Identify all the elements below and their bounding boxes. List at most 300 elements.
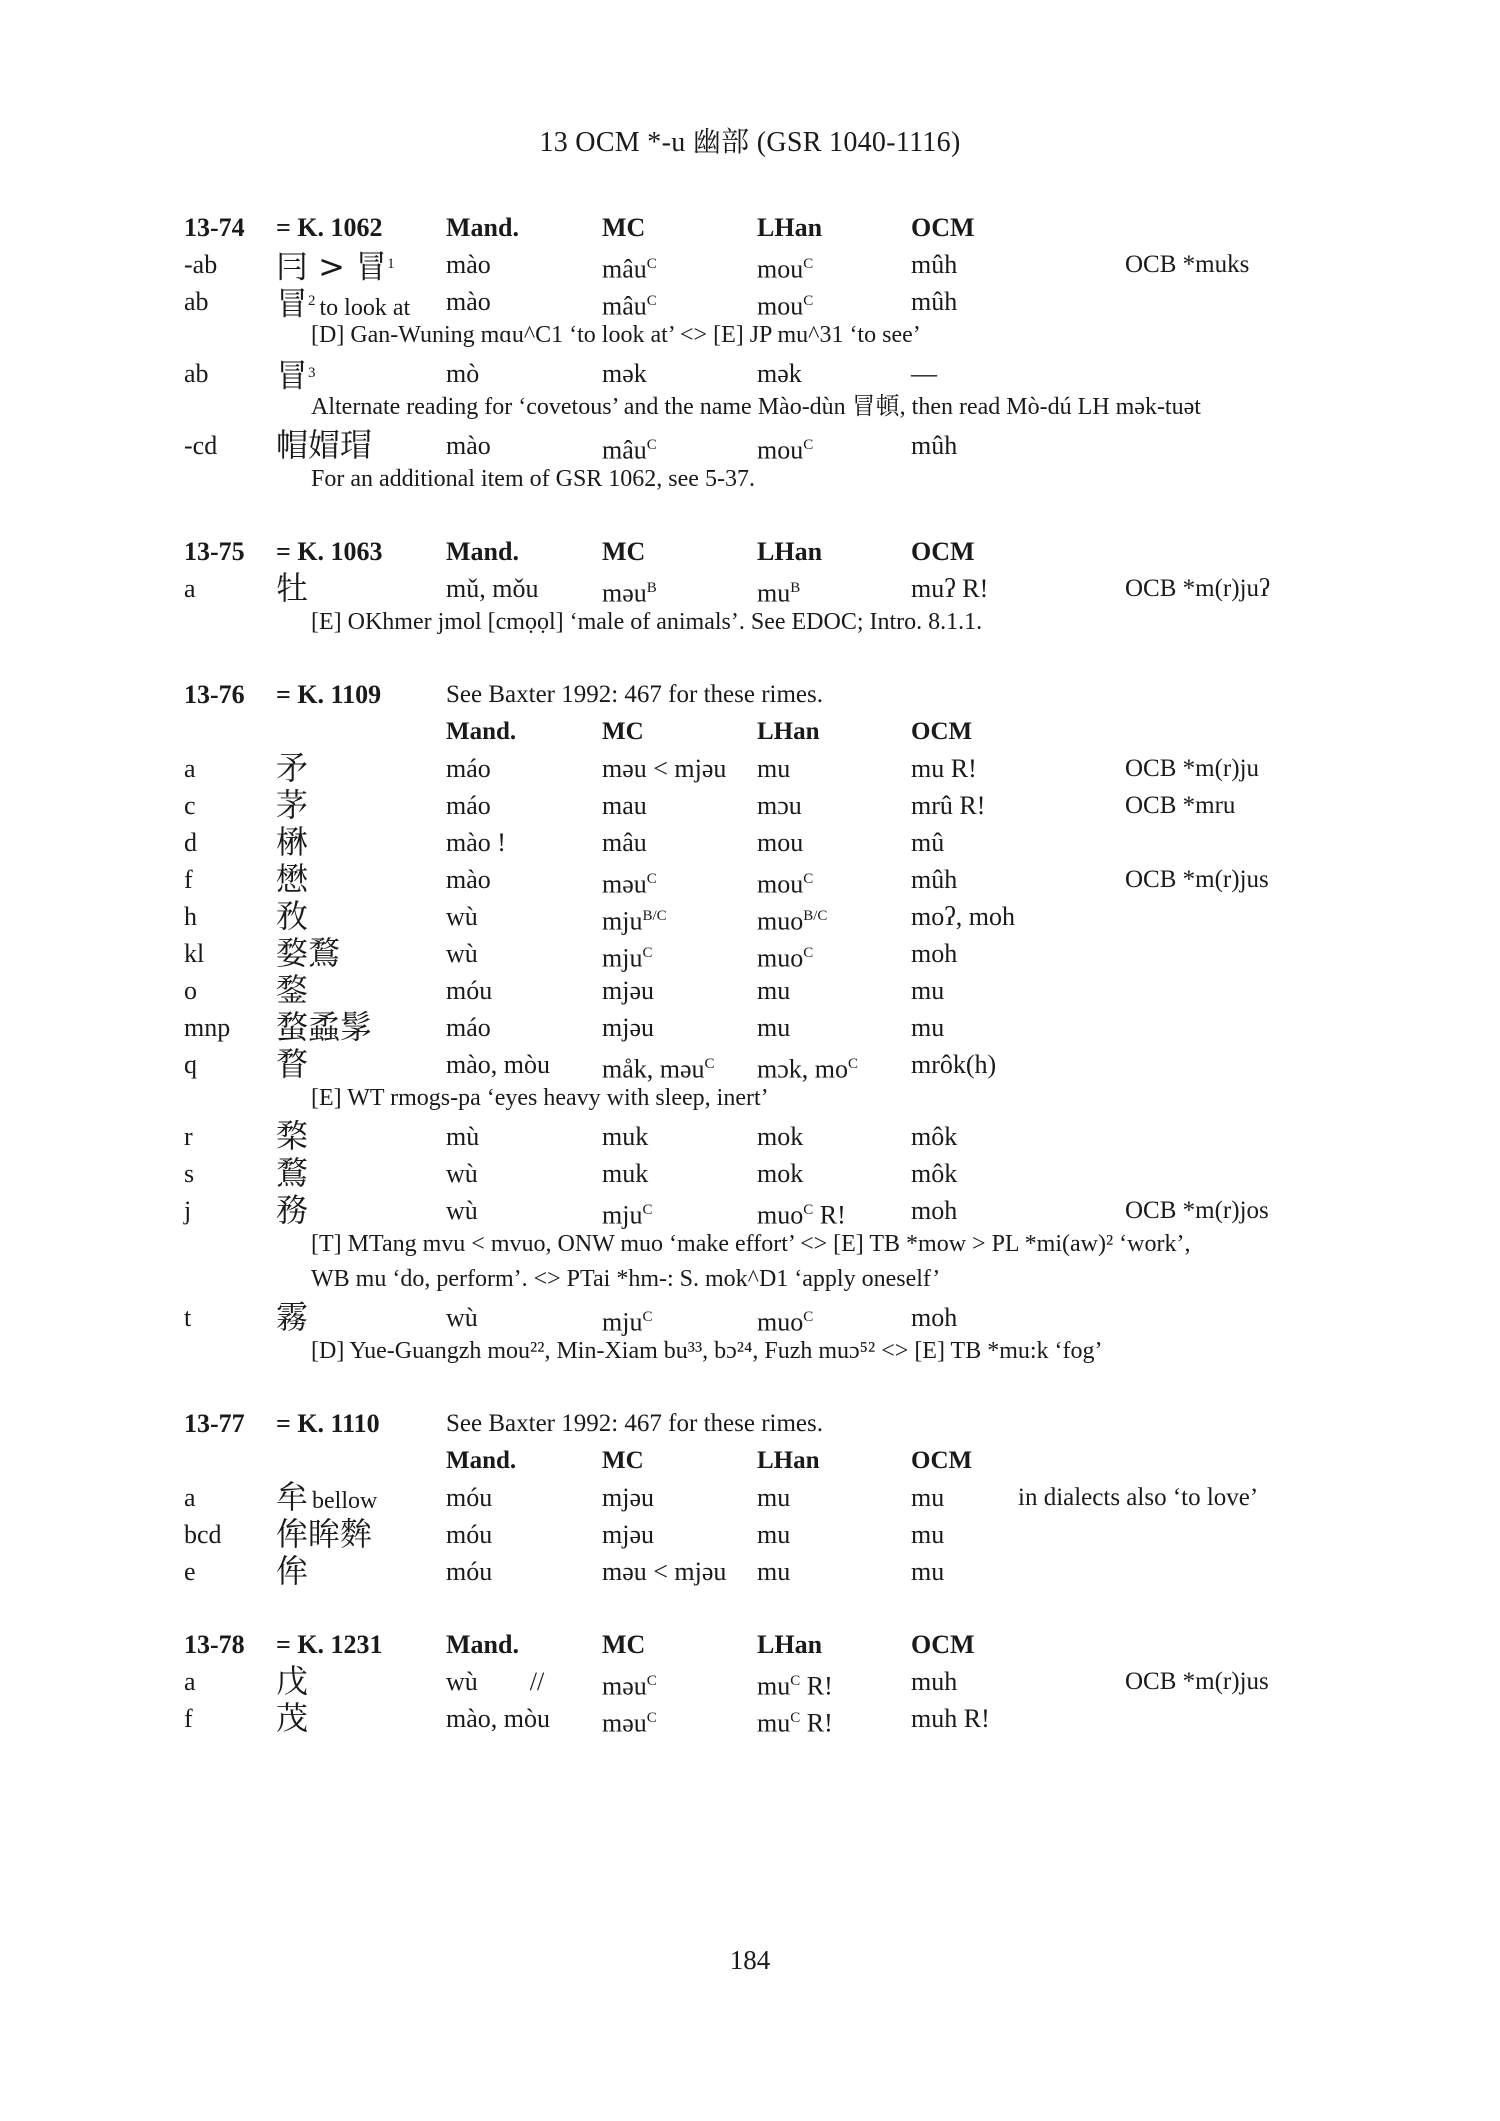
graph-cell (276, 1700, 308, 1739)
later-han (757, 1046, 858, 1088)
chinese-graph: 鶩 (276, 1154, 309, 1192)
graph-cell (276, 935, 340, 974)
later-han-superscript: C (803, 256, 814, 272)
entry-comment: [E] OKhmer jmol [cmọọl] ‘male of animals’. See EDOC; Intro. 8.1.1. (311, 609, 983, 635)
middle-chinese-superscript: C (646, 256, 657, 272)
later-han-text: mu (757, 1708, 791, 1738)
old-chinese-minimal: mûh (911, 431, 958, 460)
mandarin-reading: wù (446, 939, 478, 968)
table-row (184, 861, 1344, 898)
middle-chinese (602, 570, 657, 612)
entry-header (184, 1405, 1344, 1442)
table-row (184, 1299, 1344, 1336)
item-id: e (184, 1557, 196, 1586)
later-han (757, 972, 790, 1009)
table-row (184, 750, 1344, 787)
col-mand: Mand. (446, 718, 517, 745)
later-han-tail: R! (800, 1708, 833, 1738)
middle-chinese (602, 935, 652, 977)
chinese-graph: 冃 > 冒 (276, 247, 388, 286)
old-chinese-minimal: mu R! (911, 754, 977, 783)
column-headers (184, 1442, 1344, 1479)
entry-13-78 (184, 1626, 1344, 1737)
later-han (757, 1299, 813, 1341)
middle-chinese-text: muk (602, 1122, 649, 1151)
table-row (184, 1553, 1344, 1590)
row-note: OCB *mru (1125, 792, 1236, 819)
later-han-text: mou (757, 828, 804, 857)
middle-chinese-superscript: C (646, 1673, 657, 1689)
old-chinese-minimal: mrû R! (911, 791, 986, 820)
table-row (184, 972, 1344, 1009)
later-han (757, 824, 803, 861)
item-id: f (184, 865, 193, 894)
graph-cell (276, 1155, 308, 1194)
page-number: 184 (729, 1945, 771, 1975)
middle-chinese-superscript: C (646, 437, 657, 453)
entry-number: 13-75 (184, 537, 245, 566)
middle-chinese-text: məu (602, 869, 647, 899)
middle-chinese-text: mju (602, 1307, 643, 1337)
middle-chinese (602, 861, 657, 903)
entry-number: 13-74 (184, 213, 245, 242)
old-chinese-minimal: moh (911, 939, 958, 968)
middle-chinese-text: mau (602, 791, 647, 820)
middle-chinese-text: məu (602, 578, 647, 608)
middle-chinese (602, 750, 726, 787)
col-lhan: LHan (757, 1447, 820, 1474)
later-han (757, 1155, 803, 1192)
chinese-graph: 戊 (276, 1662, 309, 1700)
later-han-text: mou (757, 435, 804, 465)
gsr-reference: = K. 1063 (276, 537, 383, 566)
entry-number: 13-76 (184, 680, 245, 709)
entry-header (184, 209, 1344, 246)
chinese-graph: 務 (276, 1191, 309, 1229)
middle-chinese (602, 355, 647, 392)
graph-cell (276, 427, 372, 466)
middle-chinese-superscript: C (646, 871, 657, 887)
row-note: OCB *m(r)jus (1125, 1668, 1269, 1695)
mandarin-reading: mǔ, mǒu (446, 574, 539, 603)
item-id: -ab (184, 250, 218, 279)
item-id: h (184, 902, 197, 931)
later-han (757, 570, 800, 612)
col-ocm: OCM (911, 537, 975, 566)
middle-chinese (602, 1118, 648, 1155)
mandarin-reading: máo (446, 1013, 491, 1042)
old-chinese-minimal: mu (911, 1520, 945, 1549)
middle-chinese (602, 1046, 715, 1088)
table-row (184, 1046, 1344, 1083)
middle-chinese-superscript: C (646, 293, 657, 309)
later-han-text: muo (757, 906, 804, 936)
later-han-tail: R! (800, 1671, 833, 1701)
mandarin-reading: móu (446, 1520, 493, 1549)
graph-cell (276, 1192, 308, 1231)
chinese-graph: 瞀 (276, 1045, 309, 1083)
mandarin-reading: mào ! (446, 828, 506, 857)
graph-cell (276, 1046, 308, 1085)
later-han (757, 355, 802, 392)
old-chinese-minimal: moh (911, 1196, 958, 1225)
middle-chinese (602, 1299, 652, 1341)
middle-chinese-text: måk, məu (602, 1054, 705, 1084)
col-ocm: OCM (911, 1447, 973, 1474)
later-han-text: muo (757, 1200, 804, 1230)
later-han-text: mou (757, 254, 804, 284)
table-row (184, 570, 1344, 607)
old-chinese-minimal: muh (911, 1667, 958, 1696)
row-note: OCB *m(r)jos (1125, 1197, 1269, 1224)
middle-chinese (602, 898, 667, 940)
later-han-text: muo (757, 943, 804, 973)
later-han (757, 1516, 790, 1553)
middle-chinese-text: muk (602, 1159, 649, 1188)
item-id: kl (184, 939, 205, 968)
row-note: OCB *m(r)jus (1125, 866, 1269, 893)
col-ocm: OCM (911, 213, 975, 242)
later-han-superscript: C (790, 1710, 801, 1726)
graph-cell (276, 1009, 372, 1048)
later-han (757, 1192, 846, 1234)
graph-gloss: to look at (319, 294, 411, 321)
entries-container (184, 209, 1344, 1773)
entry-header (184, 676, 1344, 713)
later-han-text: mok (757, 1122, 804, 1151)
gsr-reference: = K. 1110 (276, 1409, 380, 1438)
chinese-graph: 茅 (276, 786, 309, 824)
middle-chinese-superscript: B/C (642, 908, 667, 924)
later-han-superscript: C (790, 1673, 801, 1689)
middle-chinese-text: mək (602, 359, 647, 388)
graph-cell (276, 1553, 308, 1592)
gsr-reference: = K. 1231 (276, 1630, 383, 1659)
table-row (184, 1009, 1344, 1046)
item-id: ab (184, 359, 209, 388)
old-chinese-minimal: mûh (911, 250, 958, 279)
later-han-superscript: C (803, 1309, 814, 1325)
table-row (184, 824, 1344, 861)
table-row (184, 355, 1344, 395)
later-han (757, 1700, 833, 1742)
item-id: r (184, 1122, 193, 1151)
graph-cell (276, 824, 308, 863)
later-han (757, 935, 813, 977)
col-mand: Mand. (446, 213, 519, 242)
middle-chinese (602, 1663, 657, 1705)
later-han-text: mou (757, 291, 804, 321)
old-chinese-minimal: moh (911, 1303, 958, 1332)
later-han-superscript: C (803, 293, 814, 309)
entry-number: 13-78 (184, 1630, 245, 1659)
graph-cell (276, 750, 308, 789)
graph-cell (276, 1118, 308, 1157)
mandarin-reading: mào (446, 865, 491, 894)
later-han-text: mu (757, 754, 791, 783)
entry-13-76 (184, 676, 1344, 1369)
middle-chinese-text: mâu (602, 828, 647, 857)
chinese-graph: 楘 (276, 1117, 309, 1155)
mandarin-reading: mào, mòu (446, 1050, 550, 1079)
graph-cell (276, 1479, 377, 1520)
item-id: s (184, 1159, 195, 1188)
middle-chinese-text: mjəu (602, 976, 654, 1005)
mandarin-reading: wù (446, 1196, 478, 1225)
middle-chinese (602, 1192, 652, 1234)
entry-13-75 (184, 533, 1344, 640)
graph-cell (276, 246, 395, 288)
graph-cell (276, 972, 308, 1011)
gsr-reference: = K. 1062 (276, 213, 383, 242)
chinese-graph: 霧 (276, 1298, 309, 1336)
later-han (757, 1118, 803, 1155)
mandarin-reading: mò (446, 359, 480, 388)
later-han (757, 1479, 790, 1516)
middle-chinese-text: mjəu (602, 1520, 654, 1549)
chinese-graph: 冒 (276, 284, 309, 323)
item-id: mnp (184, 1013, 231, 1042)
middle-chinese-text: mâu (602, 435, 647, 465)
later-han-superscript: C (848, 1056, 859, 1072)
item-id: a (184, 754, 196, 783)
middle-chinese (602, 283, 657, 325)
col-mc: MC (602, 1447, 644, 1474)
chinese-graph: 牡 (276, 569, 309, 607)
old-chinese-minimal: — (911, 359, 937, 388)
later-han-text: mou (757, 869, 804, 899)
graph-gloss: bellow (312, 1488, 378, 1514)
mandarin-reading: wù // (446, 1667, 545, 1696)
later-han-text: mɔu (757, 791, 802, 820)
old-chinese-minimal: muʔ R! (911, 574, 989, 603)
later-han (757, 861, 813, 903)
later-han (757, 283, 813, 325)
middle-chinese-superscript: C (646, 1710, 657, 1726)
col-mand: Mand. (446, 1447, 517, 1474)
later-han (757, 1553, 790, 1590)
later-han-text: mok (757, 1159, 804, 1188)
mandarin-reading: móu (446, 976, 493, 1005)
middle-chinese (602, 1479, 654, 1516)
entry-comment: WB mu ‘do, perform’. <> PTai *hm-: S. mok^D1 ‘apply oneself’ (311, 1266, 941, 1292)
item-id: c (184, 791, 196, 820)
item-id: -cd (184, 431, 218, 460)
later-han-tail: R! (813, 1200, 846, 1230)
mandarin-reading: móu (446, 1483, 493, 1512)
table-row (184, 246, 1344, 286)
middle-chinese-text: mju (602, 906, 643, 936)
mandarin-reading: wù (446, 1159, 478, 1188)
chinese-graph: 楙 (276, 823, 309, 861)
chinese-graph: 茂 (276, 1699, 309, 1737)
later-han-superscript: C (803, 437, 814, 453)
chinese-graph: 婺鶩 (276, 934, 341, 972)
graph-cell (276, 355, 316, 397)
mandarin-reading: mào (446, 431, 491, 460)
middle-chinese-text: mâu (602, 291, 647, 321)
old-chinese-minimal: mu (911, 1483, 945, 1512)
entry-13-77 (184, 1405, 1344, 1590)
col-mc: MC (602, 1630, 646, 1659)
old-chinese-minimal: mûh (911, 865, 958, 894)
later-han (757, 750, 790, 787)
old-chinese-minimal: mu (911, 1557, 945, 1586)
later-han-text: mu (757, 1483, 791, 1512)
item-id: bcd (184, 1520, 222, 1549)
item-id: ab (184, 287, 209, 316)
table-row (184, 1663, 1344, 1700)
middle-chinese-superscript: C (704, 1056, 715, 1072)
col-lhan: LHan (757, 213, 823, 242)
later-han-text: mu (757, 1013, 791, 1042)
item-id: j (184, 1196, 192, 1225)
middle-chinese-text: mju (602, 943, 643, 973)
item-id: f (184, 1704, 193, 1733)
old-chinese-minimal: mrôk(h) (911, 1050, 997, 1079)
middle-chinese-text: məu (602, 1708, 647, 1738)
col-lhan: LHan (757, 537, 823, 566)
col-mc: MC (602, 718, 644, 745)
later-han-superscript: C (803, 871, 814, 887)
graph-cell (276, 898, 308, 937)
later-han-text: mɔk, mo (757, 1054, 848, 1084)
mandarin-reading: mào (446, 287, 491, 316)
table-row (184, 427, 1344, 464)
page-header: 13 OCM *-u 幽部 (GSR 1040-1116) (539, 127, 961, 158)
graph-superscript: 1 (387, 256, 395, 272)
later-han-superscript: C (803, 945, 814, 961)
later-han-superscript: B (790, 580, 801, 596)
chinese-graph: 矛 (276, 749, 309, 787)
mandarin-reading: wù (446, 902, 478, 931)
table-row (184, 1479, 1344, 1516)
item-id: a (184, 574, 196, 603)
entry-header (184, 1626, 1344, 1663)
col-ocm: OCM (911, 1630, 975, 1659)
mandarin-reading: mào, mòu (446, 1704, 550, 1733)
mandarin-reading: mù (446, 1122, 480, 1151)
table-row (184, 898, 1344, 935)
table-row (184, 935, 1344, 972)
middle-chinese (602, 1553, 726, 1590)
entry-header (184, 533, 1344, 570)
graph-superscript: 2 (308, 293, 316, 309)
middle-chinese (602, 824, 647, 861)
later-han-text: mək (757, 359, 802, 388)
entry-comment: [D] Gan-Wuning mɑu^C1 ‘to look at’ <> [E] JP mu^31 ‘to see’ (311, 322, 921, 348)
later-han-text: mu (757, 1520, 791, 1549)
chinese-graph: 懋 (276, 860, 309, 898)
middle-chinese-text: məu < mjəu (602, 1557, 727, 1586)
old-chinese-minimal: mû (911, 828, 945, 857)
middle-chinese (602, 1516, 654, 1553)
middle-chinese (602, 787, 647, 824)
old-chinese-minimal: mu (911, 1013, 945, 1042)
middle-chinese-superscript: C (642, 1309, 653, 1325)
graph-cell (276, 570, 308, 609)
column-headers (184, 713, 1344, 750)
col-ocm: OCM (911, 718, 973, 745)
later-han (757, 787, 802, 824)
item-id: q (184, 1050, 197, 1079)
middle-chinese-superscript: C (642, 1202, 653, 1218)
middle-chinese (602, 972, 654, 1009)
table-row (184, 1155, 1344, 1192)
entry-remark: See Baxter 1992: 467 for these rimes. (446, 681, 823, 708)
middle-chinese (602, 1155, 648, 1192)
middle-chinese-text: məu < mjəu (602, 754, 727, 783)
col-mand: Mand. (446, 537, 519, 566)
table-row (184, 1192, 1344, 1229)
chinese-graph: 帽媢瑁 (276, 426, 373, 464)
table-row (184, 1700, 1344, 1737)
middle-chinese (602, 1700, 657, 1742)
graph-cell (276, 861, 308, 900)
middle-chinese-text: mâu (602, 254, 647, 284)
later-han (757, 246, 813, 288)
later-han (757, 1009, 790, 1046)
old-chinese-minimal: muh R! (911, 1704, 990, 1733)
old-chinese-minimal: môk (911, 1122, 958, 1151)
entry-comment: [T] MTang mvu < mvuo, ONW muo ‘make effort’ <> [E] TB *mow > PL *mi(aw)² ‘work’, (311, 1231, 1191, 1257)
mandarin-reading: máo (446, 754, 491, 783)
row-note: OCB *muks (1125, 251, 1250, 278)
mandarin-reading: mào (446, 250, 491, 279)
row-note: in dialects also ‘to love’ (1018, 1484, 1259, 1511)
later-han-text: mu (757, 578, 791, 608)
middle-chinese-text: mju (602, 1200, 643, 1230)
middle-chinese (602, 1009, 654, 1046)
later-han (757, 898, 827, 940)
entry-comment: Alternate reading for ‘covetous’ and the name Mào-dùn 冒頓, then read Mò-dú LH mək-tuət (311, 394, 1201, 420)
col-lhan: LHan (757, 1630, 823, 1659)
col-mc: MC (602, 213, 646, 242)
gsr-reference: = K. 1109 (276, 680, 382, 709)
entry-comment: For an additional item of GSR 1062, see 5-37. (311, 466, 755, 492)
entry-remark: See Baxter 1992: 467 for these rimes. (446, 1410, 823, 1437)
table-row (184, 1118, 1344, 1155)
col-lhan: LHan (757, 718, 820, 745)
mandarin-reading: wù (446, 1303, 478, 1332)
later-han (757, 1663, 833, 1705)
middle-chinese-text: mjəu (602, 1483, 654, 1512)
middle-chinese-superscript: C (642, 945, 653, 961)
middle-chinese-superscript: B (646, 580, 657, 596)
middle-chinese-text: məu (602, 1671, 647, 1701)
chinese-graph: 鍪 (276, 971, 309, 1009)
chinese-graph: 侔眸麰 (276, 1515, 373, 1553)
later-han-text: mu (757, 1671, 791, 1701)
item-id: o (184, 976, 197, 1005)
later-han-superscript: B/C (803, 908, 828, 924)
col-mc: MC (602, 537, 646, 566)
item-id: a (184, 1483, 196, 1512)
col-mand: Mand. (446, 1630, 519, 1659)
item-id: a (184, 1667, 196, 1696)
middle-chinese (602, 427, 657, 469)
table-row (184, 1516, 1344, 1553)
graph-cell (276, 283, 410, 327)
later-han-text: mu (757, 1557, 791, 1586)
graph-cell (276, 787, 308, 826)
chinese-graph: 侔 (276, 1552, 309, 1590)
mandarin-reading: máo (446, 791, 491, 820)
table-row (184, 787, 1344, 824)
entry-comment: [E] WT rmogs-pa ‘eyes heavy with sleep, inert’ (311, 1085, 769, 1111)
chinese-graph: 冒 (276, 356, 309, 395)
chinese-graph: 蝥蟊髳 (276, 1008, 373, 1046)
